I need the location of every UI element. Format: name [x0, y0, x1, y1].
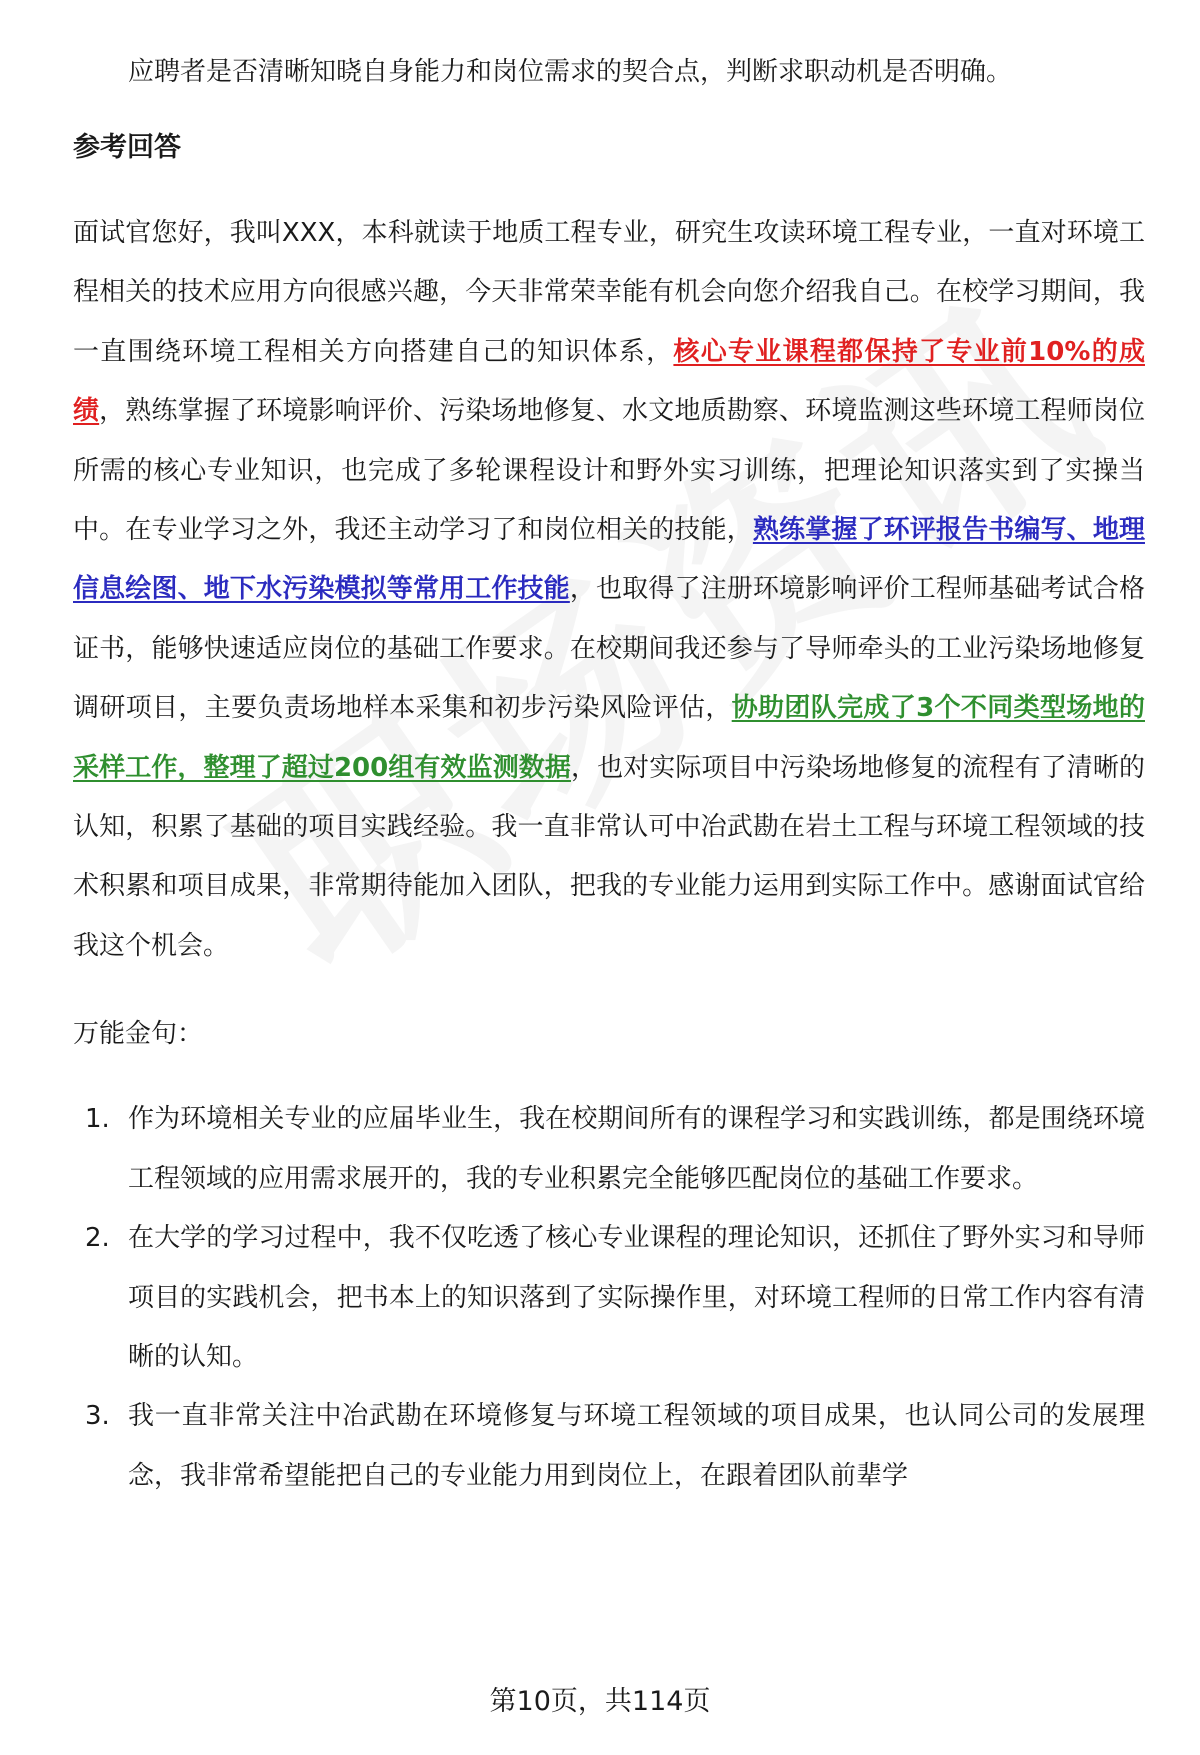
golden-sentences-list — [73, 1090, 1145, 1506]
list-item-text: 在大学的学习过程中，我不仅吃透了核心专业课程的理论知识，还抓住了野外实习和导师项目的实践机会，把书本上的知识落到了实际操作里，对环境工程师的日常工作内容有清晰的认知。 — [128, 1223, 1145, 1372]
page-footer: 第10页，共114页 — [489, 1686, 711, 1717]
answer-text-4: ，也对实际项目中污染场地修复的流程有了清晰的认知，积累了基础的项目实践经验。我一直非常认可中冶武勘在岩土工程与环境工程领域的技术积累和项目成果，非常期待能加入团队，把我的专业能力运用到实际工作中。感谢面试官给我这个机会。 — [73, 752, 1145, 961]
answer-paragraph — [73, 204, 1145, 976]
highlight-red: 核心专业课程都保持了专业前10%的成绩 — [73, 336, 1145, 427]
golden-sentences-label: 万能金句： — [73, 1019, 204, 1050]
answer-text-3: ，也取得了注册环境影响评价工程师基础考试合格证书，能够快速适应岗位的基础工作要求。在校期间我还参与了导师牵头的工业污染场地修复调研项目，主要负责场地样本采集和初步污染风险评估， — [73, 574, 1145, 724]
section-heading: 参考回答 — [73, 132, 181, 163]
list-item-text: 我一直非常关注中冶武勘在环境修复与环境工程领域的项目成果，也认同公司的发展理念，我非常希望能把自己的专业能力用到岗位上，在跟着团队前辈学 — [128, 1401, 1145, 1491]
list-item — [73, 1090, 1145, 1209]
answer-text-2: ，熟练掌握了环境影响评价、污染场地修复、水文地质勘察、环境监测这些环境工程师岗位所需的核心专业知识，也完成了多轮课程设计和野外实习训练，把理论知识落实到了实操当中。在专业学习之外，我还主动学习了和岗位相关的技能， — [73, 396, 1145, 546]
list-item-number: 3. — [85, 1401, 110, 1432]
list-item — [73, 1209, 1145, 1387]
answer-text-1: 面试官您好，我叫XXX，本科就读于地质工程专业，研究生攻读环境工程专业，一直对环境工程相关的技术应用方向很感兴趣，今天非常荣幸能有机会向您介绍我自己。在校学习期间，我一直围绕环境工程相关方向搭建自己的知识体系， — [73, 218, 1145, 367]
page-content — [73, 52, 1145, 1506]
intro-paragraph: 应聘者是否清晰知晓自身能力和岗位需求的契合点，判断求职动机是否明确。 — [128, 57, 1013, 87]
list-item-text: 作为环境相关专业的应届毕业生，我在校期间所有的课程学习和实践训练，都是围绕环境工程领域的应用需求展开的，我的专业积累完全能够匹配岗位的基础工作要求。 — [128, 1104, 1145, 1194]
list-item-number: 1. — [85, 1104, 110, 1135]
highlight-green: 协助团队完成了3个不同类型场地的采样工作，整理了超过200组有效监测数据 — [73, 693, 1145, 783]
highlight-blue: 熟练掌握了环评报告书编写、地理信息绘图、地下水污染模拟等常用工作技能 — [73, 515, 1145, 605]
list-item-number: 2. — [85, 1223, 110, 1254]
list-item — [73, 1387, 1145, 1506]
